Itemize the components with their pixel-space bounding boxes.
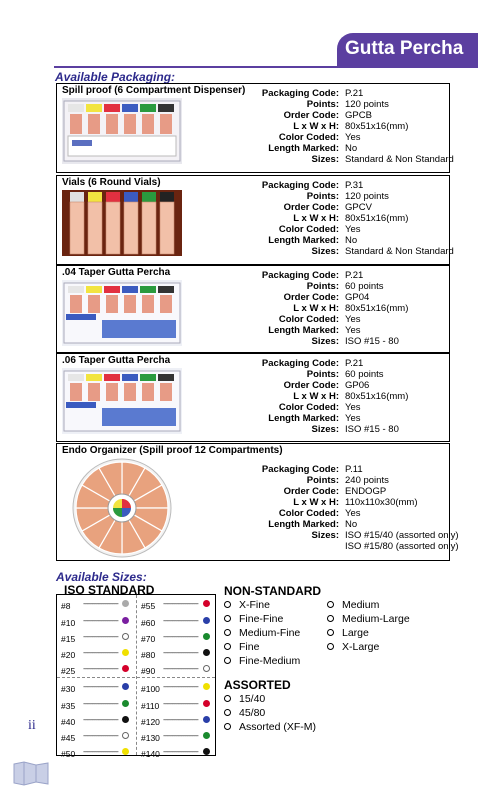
spec-label: L x W x H: <box>293 497 339 508</box>
iso-size-item <box>141 647 203 658</box>
color-dot-icon <box>203 716 210 723</box>
spec-value: P.11 <box>345 464 363 475</box>
iso-standard-title: ISO STANDARD <box>64 583 155 597</box>
bullet-icon <box>224 723 231 730</box>
iso-size-item <box>61 663 123 674</box>
package-card <box>56 353 450 442</box>
spec-value: ENDOGP <box>345 486 387 497</box>
assorted-list <box>224 692 316 734</box>
leader-dashes: ------------------- <box>163 663 198 673</box>
color-dot-icon <box>203 683 210 690</box>
iso-size-item <box>61 681 123 692</box>
color-dot-icon <box>203 748 210 755</box>
page-number: ii <box>28 718 36 733</box>
iso-size-label: #110 <box>141 701 160 711</box>
spec-value: ISO #15 - 80 <box>345 336 399 347</box>
spec-value: GPCB <box>345 110 372 121</box>
bullet-icon <box>224 709 231 716</box>
taper-box-image <box>62 280 182 346</box>
assorted-title: ASSORTED <box>224 678 291 692</box>
color-dot-icon <box>122 617 129 624</box>
color-dot-icon <box>122 748 129 755</box>
leader-dashes: ------------------- <box>83 746 118 756</box>
list-item: X-Large <box>327 640 410 654</box>
iso-size-item <box>141 598 203 609</box>
spec-value: Yes <box>345 413 361 424</box>
package-specs <box>197 464 459 552</box>
iso-size-label: #50 <box>61 749 76 759</box>
color-dot-icon <box>122 700 129 707</box>
spec-value: P.31 <box>345 180 364 191</box>
bullet-icon <box>224 601 231 608</box>
spec-value: 120 points <box>345 99 389 110</box>
bullet-icon <box>224 615 231 622</box>
spec-value: Yes <box>345 224 361 235</box>
spec-value: No <box>345 519 358 530</box>
list-item: Medium-Fine <box>224 626 300 640</box>
spec-label: Packaging Code: <box>261 180 339 191</box>
color-dot-icon <box>203 732 210 739</box>
spec-label: Sizes: <box>311 424 339 435</box>
column-divider <box>136 595 138 755</box>
spec-label: L x W x H: <box>293 121 339 132</box>
spec-label: Sizes: <box>311 530 339 541</box>
package-card <box>56 265 450 353</box>
color-dot-icon <box>122 633 129 640</box>
spec-label: Packaging Code: <box>261 464 339 475</box>
spec-label: Packaging Code: <box>261 270 339 281</box>
color-dot-icon <box>122 716 129 723</box>
page-thumbnail-icon[interactable] <box>12 760 50 786</box>
package-card <box>56 83 454 173</box>
spec-value: Yes <box>345 508 361 519</box>
spec-value: GP06 <box>345 380 370 391</box>
list-item: X-Fine <box>224 598 300 612</box>
list-item: 15/40 <box>224 692 316 706</box>
spec-label: Order Code: <box>283 110 339 121</box>
non-standard-list-col2 <box>327 598 410 654</box>
color-dot-icon <box>122 649 129 656</box>
spec-value: No <box>345 235 358 246</box>
list-item: 45/80 <box>224 706 316 720</box>
list-item: Fine-Fine <box>224 612 300 626</box>
iso-size-item <box>141 663 203 674</box>
iso-size-item <box>61 730 123 741</box>
spec-label: Sizes: <box>311 246 339 257</box>
spec-value: P.21 <box>345 358 364 369</box>
leader-dashes: ------------------- <box>163 598 198 608</box>
package-specs <box>197 88 454 165</box>
spec-value: P.21 <box>345 270 364 281</box>
spec-label: Sizes: <box>311 336 339 347</box>
iso-size-label: #15 <box>61 634 76 644</box>
spec-label: L x W x H: <box>293 391 339 402</box>
spec-label: Sizes: <box>311 154 339 165</box>
leader-dashes: ------------------- <box>83 631 118 641</box>
spec-label: Length Marked: <box>268 519 339 530</box>
color-dot-icon <box>203 633 210 640</box>
spec-label: Order Code: <box>283 202 339 213</box>
color-dot-icon <box>122 600 129 607</box>
spec-label: Order Code: <box>283 486 339 497</box>
iso-size-label: #90 <box>141 666 156 676</box>
spec-label: Color Coded: <box>278 224 339 235</box>
spec-value: 240 points <box>345 475 389 486</box>
iso-size-label: #30 <box>61 684 76 694</box>
spec-value: P.21 <box>345 88 364 99</box>
package-specs <box>197 180 454 257</box>
spec-value: Standard & Non Standard <box>345 246 454 257</box>
spec-label: Points: <box>306 369 339 380</box>
iso-size-label: #120 <box>141 717 160 727</box>
spec-label: Length Marked: <box>268 143 339 154</box>
spec-value: ISO #15/40 (assorted only) <box>345 530 459 541</box>
spec-label: L x W x H: <box>293 303 339 314</box>
leader-dashes: ------------------- <box>83 730 118 740</box>
leader-dashes: ------------------- <box>83 681 118 691</box>
spec-value: Yes <box>345 132 361 143</box>
iso-size-label: #60 <box>141 618 156 628</box>
iso-size-item <box>61 746 123 757</box>
spec-label: Color Coded: <box>278 508 339 519</box>
leader-dashes: ------------------- <box>83 647 118 657</box>
list-item: Large <box>327 626 410 640</box>
iso-size-table <box>56 594 216 759</box>
bullet-icon <box>327 643 334 650</box>
iso-size-item <box>141 746 203 757</box>
spec-value: 110x110x30(mm) <box>345 497 418 508</box>
spec-value: 80x51x16(mm) <box>345 391 409 402</box>
available-sizes-heading: Available Sizes: <box>56 570 147 584</box>
color-dot-icon <box>203 665 210 672</box>
spec-label: Length Marked: <box>268 325 339 336</box>
spec-value: Yes <box>345 314 361 325</box>
spec-value: 60 points <box>345 281 384 292</box>
list-item: Assorted (XF-M) <box>224 720 316 734</box>
bullet-icon <box>224 629 231 636</box>
leader-dashes: ------------------- <box>83 663 118 673</box>
vials-image <box>62 190 182 256</box>
spec-value: Yes <box>345 325 361 336</box>
package-title: Spill proof (6 Compartment Dispenser) <box>62 85 246 96</box>
leader-dashes: ------------------- <box>163 714 198 724</box>
iso-size-item <box>141 681 203 692</box>
iso-size-item <box>61 598 123 609</box>
iso-size-label: #40 <box>61 717 76 727</box>
spec-label: Points: <box>306 191 339 202</box>
iso-size-item <box>61 615 123 626</box>
non-standard-title: NON-STANDARD <box>224 584 322 598</box>
available-packaging-heading: Available Packaging: <box>55 70 176 84</box>
spec-value: Standard & Non Standard <box>345 154 454 165</box>
package-title: .04 Taper Gutta Percha <box>62 267 171 278</box>
iso-size-label: #10 <box>61 618 76 628</box>
page-title: Gutta Percha <box>345 38 464 59</box>
list-item: Medium <box>327 598 410 612</box>
spec-label: Length Marked: <box>268 235 339 246</box>
package-title: Vials (6 Round Vials) <box>62 177 161 188</box>
color-dot-icon <box>122 683 129 690</box>
leader-dashes: ------------------- <box>163 615 198 625</box>
spec-value: ISO #15/80 (assorted only) <box>345 541 459 552</box>
color-dot-icon <box>122 665 129 672</box>
spec-value: 80x51x16(mm) <box>345 213 409 224</box>
leader-dashes: ------------------- <box>83 714 118 724</box>
color-dot-icon <box>203 600 210 607</box>
list-item: Fine <box>224 640 300 654</box>
spec-value: GPCV <box>345 202 372 213</box>
leader-dashes: ------------------- <box>83 615 118 625</box>
iso-size-item <box>61 698 123 709</box>
iso-size-item <box>141 615 203 626</box>
title-rule <box>54 66 478 68</box>
spec-value: Yes <box>345 402 361 413</box>
spec-label: L x W x H: <box>293 213 339 224</box>
spec-label: Points: <box>306 475 339 486</box>
bullet-icon <box>327 615 334 622</box>
non-standard-list-col1 <box>224 598 300 668</box>
spec-label: Packaging Code: <box>261 358 339 369</box>
iso-size-label: #25 <box>61 666 76 676</box>
iso-size-item <box>141 631 203 642</box>
spec-label: Order Code: <box>283 292 339 303</box>
iso-size-item <box>141 698 203 709</box>
iso-size-item <box>61 714 123 725</box>
package-specs <box>197 358 408 435</box>
spec-value: GP04 <box>345 292 370 303</box>
iso-size-label: #100 <box>141 684 160 694</box>
leader-dashes: ------------------- <box>163 698 198 708</box>
leader-dashes: ------------------- <box>83 698 118 708</box>
package-title: .06 Taper Gutta Percha <box>62 355 171 366</box>
color-dot-icon <box>122 732 129 739</box>
spec-value: 120 points <box>345 191 389 202</box>
spec-label: Packaging Code: <box>261 88 339 99</box>
spec-label: Order Code: <box>283 380 339 391</box>
spec-label: Points: <box>306 281 339 292</box>
iso-size-label: #55 <box>141 601 156 611</box>
bullet-icon <box>327 629 334 636</box>
spec-label: Length Marked: <box>268 413 339 424</box>
bullet-icon <box>224 657 231 664</box>
color-dot-icon <box>203 700 210 707</box>
spec-label: Color Coded: <box>278 132 339 143</box>
leader-dashes: ------------------- <box>163 647 198 657</box>
leader-dashes: ------------------- <box>163 730 198 740</box>
spec-label: Points: <box>306 99 339 110</box>
leader-dashes: ------------------- <box>163 746 198 756</box>
spec-value: ISO #15 - 80 <box>345 424 399 435</box>
package-card <box>56 443 459 561</box>
iso-size-label: #20 <box>61 650 76 660</box>
iso-size-label: #35 <box>61 701 76 711</box>
package-card <box>56 175 454 265</box>
leader-dashes: ------------------- <box>163 681 198 691</box>
spec-value: 80x51x16(mm) <box>345 303 409 314</box>
row-divider <box>57 677 215 678</box>
color-dot-icon <box>203 649 210 656</box>
endo-organizer-image <box>62 458 182 558</box>
leader-dashes: ------------------- <box>83 598 118 608</box>
iso-size-label: #140 <box>141 749 160 759</box>
iso-size-label: #70 <box>141 634 156 644</box>
spec-value: 60 points <box>345 369 384 380</box>
bullet-icon <box>327 601 334 608</box>
spec-label: Color Coded: <box>278 402 339 413</box>
iso-size-label: #8 <box>61 601 71 611</box>
list-item: Medium-Large <box>327 612 410 626</box>
list-item: Fine-Medium <box>224 654 300 668</box>
package-specs <box>197 270 408 347</box>
iso-size-label: #80 <box>141 650 156 660</box>
taper-box-image <box>62 368 182 434</box>
top-bar <box>0 0 470 19</box>
iso-size-label: #130 <box>141 733 160 743</box>
leader-dashes: ------------------- <box>163 631 198 641</box>
bullet-icon <box>224 643 231 650</box>
spec-label: Color Coded: <box>278 314 339 325</box>
dispenser-box-image <box>62 98 182 164</box>
bullet-icon <box>224 695 231 702</box>
package-title: Endo Organizer (Spill proof 12 Compartments) <box>62 445 283 456</box>
iso-size-item <box>141 730 203 741</box>
iso-size-item <box>61 647 123 658</box>
iso-size-label: #45 <box>61 733 76 743</box>
color-dot-icon <box>203 617 210 624</box>
iso-size-item <box>141 714 203 725</box>
iso-size-item <box>61 631 123 642</box>
spec-value: No <box>345 143 358 154</box>
spec-value: 80x51x16(mm) <box>345 121 409 132</box>
